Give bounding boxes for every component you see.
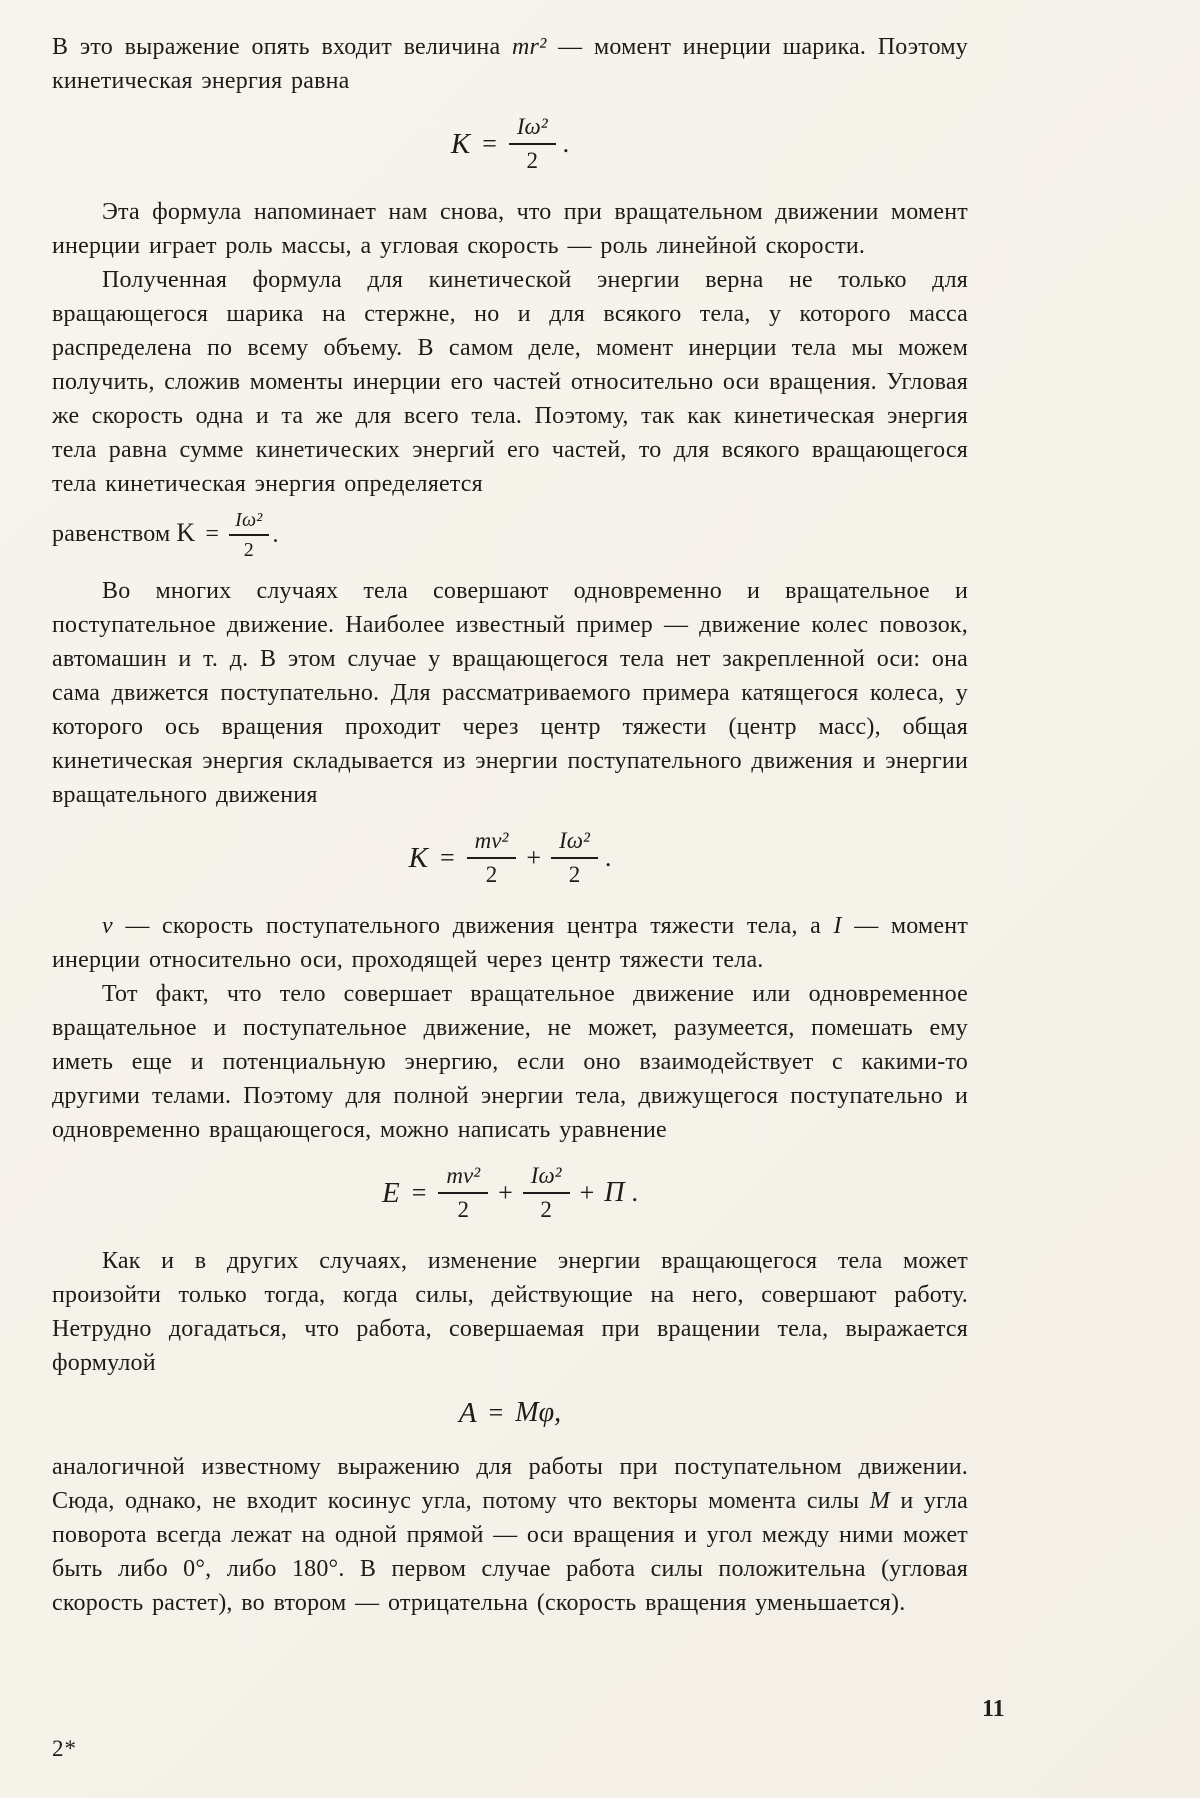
formula-lhs: K — [450, 127, 471, 160]
paragraph-work-analogy — [52, 1450, 968, 1620]
formula-period: . — [562, 129, 570, 159]
paragraph-derivation — [52, 263, 968, 501]
fraction-denominator: 2 — [540, 1197, 552, 1223]
formula-rhs: Mφ, — [515, 1397, 562, 1429]
fraction-denominator: 2 — [243, 538, 254, 561]
math-var-M: M — [869, 1487, 890, 1514]
fraction-rotational — [551, 828, 598, 889]
text-segment: Как и в других случаях, изменение энергии вращающегося тела может произойти только тогда, когда силы, действующие на него, совершают работу. Нетрудно догадаться, что работа, совершаемая при вращении тела, выражается формулой — [52, 1247, 968, 1376]
paragraph-equality-inline — [52, 509, 968, 562]
fraction-numerator: Iω² — [551, 828, 598, 859]
formula-period: . — [604, 843, 612, 873]
math-var-I: I — [833, 912, 842, 939]
formula-total-kinetic-energy — [52, 828, 968, 889]
fraction-numerator: Iω² — [523, 1163, 570, 1194]
fraction-denominator: 2 — [457, 1197, 469, 1223]
text-segment: — момент инерции шарика. Поэтому кинетическая энергия равна — [52, 34, 968, 94]
equals-sign: = — [205, 520, 220, 547]
signature-mark: 2* — [52, 1736, 77, 1761]
fraction — [509, 114, 556, 175]
formula-lhs: A — [458, 1396, 477, 1429]
page-number: 11 — [982, 1696, 1005, 1722]
formula-full-energy — [52, 1163, 968, 1224]
fraction-translational — [438, 1163, 488, 1224]
fraction — [229, 509, 268, 562]
potential-energy-term: П — [604, 1177, 625, 1209]
fraction-denominator: 2 — [568, 862, 581, 888]
text-segment: Тот факт, что тело совершает вращательное движение или одновременное вращательное и поступательное движение, не может, разумеется, помешать ему иметь еще и потенциальную энергию, если оно взаимодействует с какими-то другими телами. Поэтому для полной энергии тела, движущегося поступательно и одновременно вращающегося, можно написать уравнение — [52, 980, 968, 1143]
math-var-v: v — [102, 912, 113, 939]
fraction-numerator: Iω² — [229, 509, 268, 536]
fraction-rotational — [523, 1163, 570, 1224]
formula-period: . — [631, 1178, 638, 1208]
formula-lhs: K — [176, 517, 196, 547]
text-segment: — скорость поступательного движения центра тяжести тела, а — [112, 912, 834, 939]
equals-sign: = — [482, 129, 497, 159]
text-segment: Во многих случаях тела совершают одновременно и вращательное и поступательное движение. Наиболее известный пример — движение колес повозок, автомашин и т. д. В этом случае у вращающегося тела нет закрепленной оси: она сама движется поступательно. Для рассматриваемого примера катящегося колеса, у которого ось вращения проходит через центр тяжести (центр масс), общая кинетическая энергия складывается из энергии поступательного движения и энергии вращательного движения — [52, 577, 968, 808]
paragraph-variable-definitions — [52, 909, 968, 977]
fraction-numerator: mv² — [467, 828, 517, 859]
fraction-denominator: 2 — [526, 148, 538, 174]
formula-kinetic-energy-rotation — [52, 114, 968, 175]
text-segment: аналогичной известному выражению для работы при поступательном движении. Сюда, однако, не входит косинус угла, потому что векторы момента силы — [52, 1453, 968, 1514]
plus-sign: + — [526, 843, 542, 873]
fraction-translational — [467, 828, 517, 889]
formula-lhs: K — [408, 841, 428, 874]
plus-sign: + — [579, 1178, 595, 1208]
fraction-denominator: 2 — [485, 862, 498, 888]
text-segment: и угла поворота всегда лежат на одной прямой — оси вращения и угол между ними может быть либо 0°, либо 180°. В первом случае работа силы положительна (угловая скорость растет), во втором — отрицательна (скорость вращения уменьшается). — [52, 1487, 968, 1616]
formula-lhs: E — [382, 1176, 400, 1209]
formula-work-of-rotation — [52, 1398, 968, 1428]
text-segment: Эта формула напоминает нам снова, что при вращательном движении момент инерции играет роль массы, а угловая скорость — роль линейной скорости. — [52, 198, 968, 259]
text-segment: — момент инерции относительно оси, проходящей через центр тяжести тела. — [52, 912, 969, 973]
text-segment: Полученная формула для кинетической энергии верна не только для вращающегося шарика на стержне, но и для всякого тела, у которого масса распределена по всему объему. В самом деле, момент инерции тела мы можем получить, сложив моменты инерции его частей относительно оси вращения. Угловая же скорость одна и та же для всего тела. Поэтому, так как кинетическая энергия тела равна сумме кинетических энергий его частей, то для всякого вращающегося тела кинетическая энергия определяется — [52, 266, 968, 497]
plus-sign: + — [498, 1178, 513, 1208]
text-segment: равенством — [52, 520, 171, 547]
fraction-numerator: Iω² — [509, 114, 556, 145]
text-segment: В это выражение опять входит величина — [52, 34, 512, 60]
math-var-mr2: mr² — [512, 34, 547, 60]
fraction-numerator: mv² — [438, 1163, 488, 1194]
formula-period: . — [272, 522, 279, 549]
paragraph-intro — [52, 30, 968, 98]
paragraph-potential-energy — [52, 977, 968, 1147]
paragraph-combined-motion — [52, 574, 968, 812]
paragraph-energy-change — [52, 1244, 968, 1380]
paragraph-formula-reminder — [52, 195, 968, 263]
equals-sign: = — [439, 843, 455, 873]
equals-sign: = — [411, 1178, 427, 1208]
equals-sign: = — [488, 1398, 504, 1428]
text-block — [52, 30, 968, 1620]
